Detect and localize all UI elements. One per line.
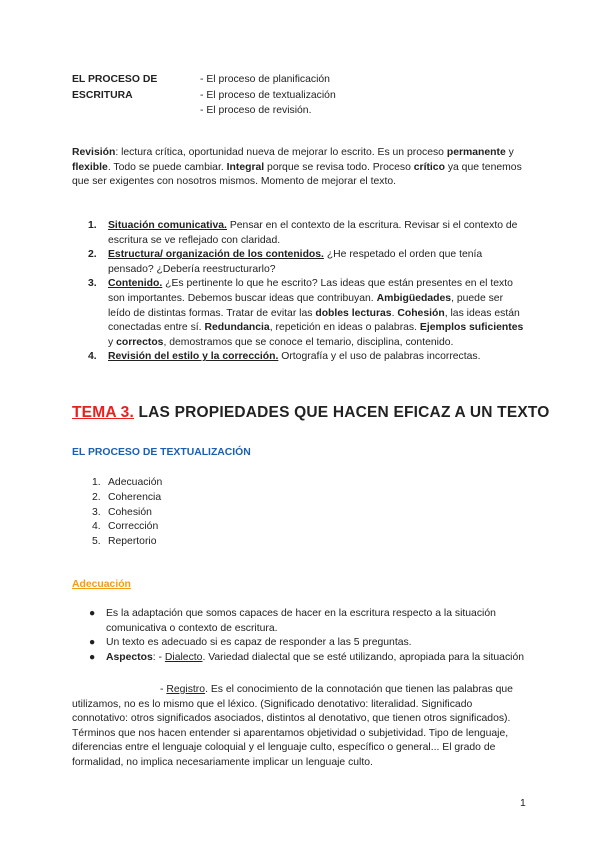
item-number: 5. [92,536,101,548]
bold-term: Integral [226,161,265,173]
bold-term: dobles lecturas [315,307,392,319]
step-title: Contenido. [108,278,163,290]
list-item [92,491,162,506]
step-text: , puede ser leído de distintas formas. Tratar de evitar las [108,292,504,319]
bold-term: permanente [446,147,506,158]
adecuacion-heading: Adecuación [72,579,131,590]
document-title [72,72,157,103]
list-item [88,636,528,651]
step-text: Pensar en el contexto de la escritura. Revisar si el contexto de escritura se ve reflejado con claridad. [108,220,518,246]
item-number: 1. [92,477,101,488]
step-title: Revisión del estilo y la corrección. [108,351,279,363]
item-number: 3. [92,506,101,518]
bold-term: Redundancia [204,322,270,334]
list-item [92,506,162,521]
process-item: - El proceso de revisión. [200,105,312,116]
page-number: 1 [520,798,526,809]
list-item [92,535,162,550]
process-item: - El proceso de planificación [200,74,330,85]
step-text: . [391,307,398,319]
list-item [88,607,528,636]
list-item [88,219,528,248]
item-label: Cohesión [108,506,152,518]
revision-text: y [505,147,514,158]
tema-title: LAS PROPIEDADES QUE HACEN EFICAZ A UN TEXTO [133,404,550,421]
tema-label: TEMA 3. [72,404,134,421]
bullet-icon: ● [89,637,96,649]
properties-list [92,476,162,550]
revision-text: . Todo se puede cambiar. [107,161,227,173]
registro-paragraph [72,683,528,771]
step-number: 2. [88,249,97,261]
step-number: 1. [88,220,97,231]
item-number: 4. [92,521,101,533]
step-number: 4. [88,351,97,363]
bold-term: crítico [413,161,445,173]
step-text: , demostramos que se conoce el temario, disciplina, contenido. [163,336,454,348]
step-text: ¿Es pertinente lo que he escrito? Las ideas que están presentes en el texto son importantes. Debemos buscar ideas que contribuyan. [108,278,513,304]
revision-text: : lectura crítica, oportunidad nueva de mejorar lo escrito. Es un proceso [115,147,447,158]
underlined-term: Registro [166,684,206,695]
bullet-icon: ● [89,608,96,619]
item-label: Adecuación [108,477,163,488]
revision-term: Revisión [72,147,116,158]
item-number: 2. [92,491,101,503]
bullet-text: Un texto es adecuado si es capaz de responder a las 5 preguntas. [106,637,412,649]
list-item [92,476,162,491]
process-list [200,72,336,119]
step-title: Estructura/ organización de los contenidos. [108,249,324,261]
list-item [88,651,528,666]
adecuacion-bullets [88,607,528,665]
revision-paragraph [72,146,528,190]
step-text: ¿He respetado el orden que tenía pensado? ¿Debería reestructurarlo? [108,249,483,275]
underlined-term: Dialecto [164,651,203,663]
process-item: - El proceso de textualización [200,89,336,101]
list-item [88,277,528,350]
bold-term: Cohesión [397,307,445,319]
list-item [88,350,528,365]
bullet-icon: ● [89,651,96,663]
bold-term: flexible [72,161,108,173]
step-text: y [108,336,117,348]
bullet-text: . Variedad dialectal que se esté utilizando, apropiada para la situación [202,651,525,663]
step-text: , repetición en ideas o palabras. [269,322,420,334]
registro-dash: - [160,684,167,695]
list-item [92,520,162,535]
title-line-2: ESCRITURA [72,89,133,101]
step-number: 3. [88,278,97,290]
bold-term: correctos [116,336,164,348]
title-line-1: EL PROCESO DE [72,74,158,85]
section-heading [72,406,550,421]
item-label: Repertorio [108,536,157,548]
bullet-text: Es la adaptación que somos capaces de hacer en la escritura respecto a la situación comunicativa o contexto de escritura. [106,608,496,634]
step-text: Ortografía y el uso de palabras incorrectas. [278,351,481,363]
bold-term: Ambigüedades [376,292,452,304]
item-label: Coherencia [108,491,162,503]
revision-steps [88,219,528,365]
sub-heading: EL PROCESO DE TEXTUALIZACIÓN [72,447,251,458]
step-text: , las ideas están conectadas entre sí. [108,307,520,334]
step-title: Situación comunicativa. [108,220,227,231]
bold-term: Aspectos [106,651,153,663]
registro-text: . Es el conocimiento de la connotación que tienen las palabras que utilizamos, no es lo mismo que el léxico. (Significado denotativo: literalidad. Significado connotativo: otros significados asociados, distintos al denotativo, que tienen otros significados). Términos que nos hacen entender si aparentamos objetividad o subjetividad. Tipo de lenguaje, diferencias entre el lenguaje coloquial y el lenguaje culto, específico o general... El grado de formalidad, no implica necesariamente implicar un lenguaje culto. [72,684,513,768]
bold-term: Ejemplos suficientes [419,322,524,334]
revision-text: ya que tenemos que ser exigentes con nosotros mismos. Momento de mejorar el texto. [72,161,522,188]
list-item [88,248,528,277]
revision-text: porque se revisa todo. Proceso [264,161,414,173]
bullet-text: : - [152,651,165,663]
item-label: Corrección [108,521,159,533]
